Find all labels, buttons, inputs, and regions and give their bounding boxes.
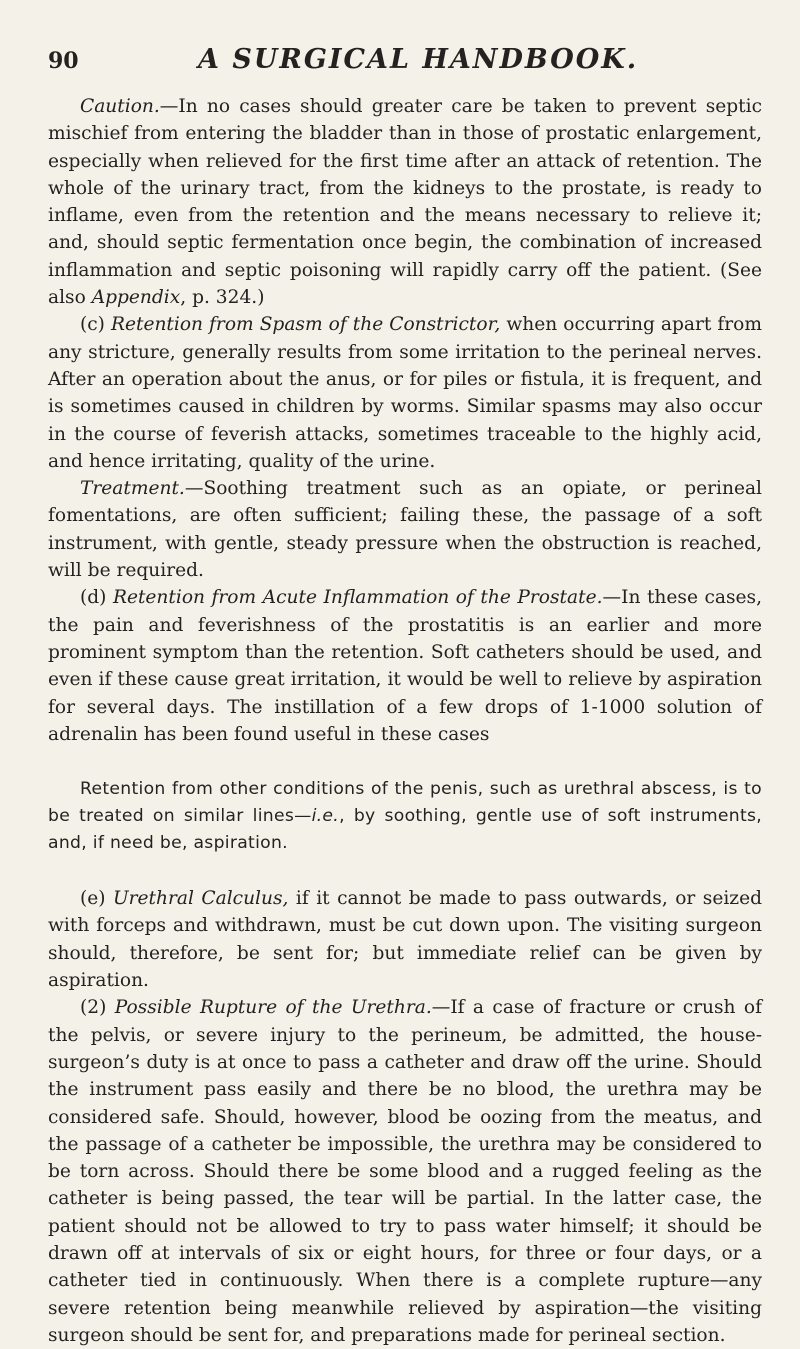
paragraph-prefix: (c) — [80, 314, 111, 336]
paragraph-tail: , by soothing, gentle use of soft instruments, and, if need be, aspiration. — [48, 806, 762, 854]
paragraph-urethral-calculus — [48, 885, 762, 994]
page-header — [48, 44, 762, 75]
paragraph-retention-spasm — [48, 311, 762, 475]
paragraph-retention-prostate — [48, 584, 762, 748]
paragraph-lead: Possible Rupture of the Urethra. — [114, 997, 432, 1019]
paragraph-emphasis: i.e. — [311, 806, 340, 827]
paragraph-other-conditions — [48, 776, 762, 857]
paragraph-prefix: (2) — [80, 997, 115, 1019]
paragraph-text: —Soothing treatment such as an opiate, or perineal fomentations, are often sufficient; failing these, the passage of a soft instrument, with gentle, steady pressure when the obstruction is reached, will be required. — [48, 478, 762, 582]
paragraph-prefix: (e) — [80, 888, 113, 910]
paragraph-lead: Caution. — [80, 96, 160, 117]
page-number: 90 — [48, 48, 79, 74]
paragraph-treatment — [48, 475, 762, 584]
paragraph-text: —In no cases should greater care be taken to prevent septic mischief from entering the bladder than in those of prostatic enlargement, especially when relieved for the first time after an attack of retention. The whole of the urinary tract, from the kidneys to the prostate, is ready to inflame, even from the retention and the means necessary to relieve it; and, should septic fermentation once begin, the combination of increased inflammation and septic poisoning will rapidly carry off the patient. (See also — [48, 96, 762, 309]
paragraph-caution — [48, 93, 762, 311]
paragraph-lead: Retention from Spasm of the Constrictor, — [110, 314, 501, 336]
paragraph-emphasis: Appendix — [91, 287, 181, 309]
running-head: A SURGICAL HANDBOOK. — [198, 44, 639, 75]
paragraph-lead: Urethral Calculus, — [113, 888, 289, 910]
paragraph-text: —If a case of fracture or crush of the pelvis, or severe injury to the perineum, be admitted, the house-surgeon’s duty is at once to pass a catheter and draw off the urine. Should the instrument pass easily and there be no blood, the urethra may be considered safe. Should, however, blood be oozing from the meatus, and the passage of a catheter be impossible, the urethra may be considered to be torn across. Should there be some blood and a rugged feeling as the catheter is being passed, the tear will be partial. In the latter case, the patient should not be allowed to try to pass water himself; it should be drawn off at intervals of six or eight hours, for three or four days, or a catheter tied in continuously. When there is a complete rupture—any severe retention being meanwhile relieved by aspiration—the visiting surgeon should be sent for, and preparations made for perineal section. — [48, 997, 762, 1346]
paragraph-rupture — [48, 994, 762, 1349]
paragraph-lead: Treatment. — [80, 478, 185, 500]
paragraph-text: if it cannot be made to pass outwards, or seized with forceps and withdrawn, must be cut down upon. The visiting surgeon should, therefore, be sent for; but immediate relief can be given by aspiration. — [48, 888, 762, 992]
paragraph-lead: Retention from Acute Inflammation of the Prostate. — [112, 587, 603, 609]
paragraph-prefix: (d) — [80, 587, 113, 609]
paragraph-text: Retention from other conditions of the penis, such as urethral abscess, is to be treated on similar lines— — [48, 779, 762, 827]
paragraph-text: when occurring apart from any stricture, generally results from some irritation to the perineal nerves. After an operation about the anus, or for piles or fistula, it is frequent, and is sometimes caused in children by worms. Similar spasms may also occur in the course of feverish attacks, sometimes traceable to the highly acid, and hence irritating, quality of the urine. — [48, 314, 762, 472]
paragraph-tail: , p. 324.) — [180, 287, 265, 309]
paragraph-text: —In these cases, the pain and feverishness of the prostatitis is an earlier and more prominent symptom than the retention. Soft catheters should be used, and even if these cause great irritation, it would be well to relieve by aspiration for several days. The instillation of a few drops of 1-1000 solution of adrenalin has been found useful in these cases — [48, 587, 762, 745]
